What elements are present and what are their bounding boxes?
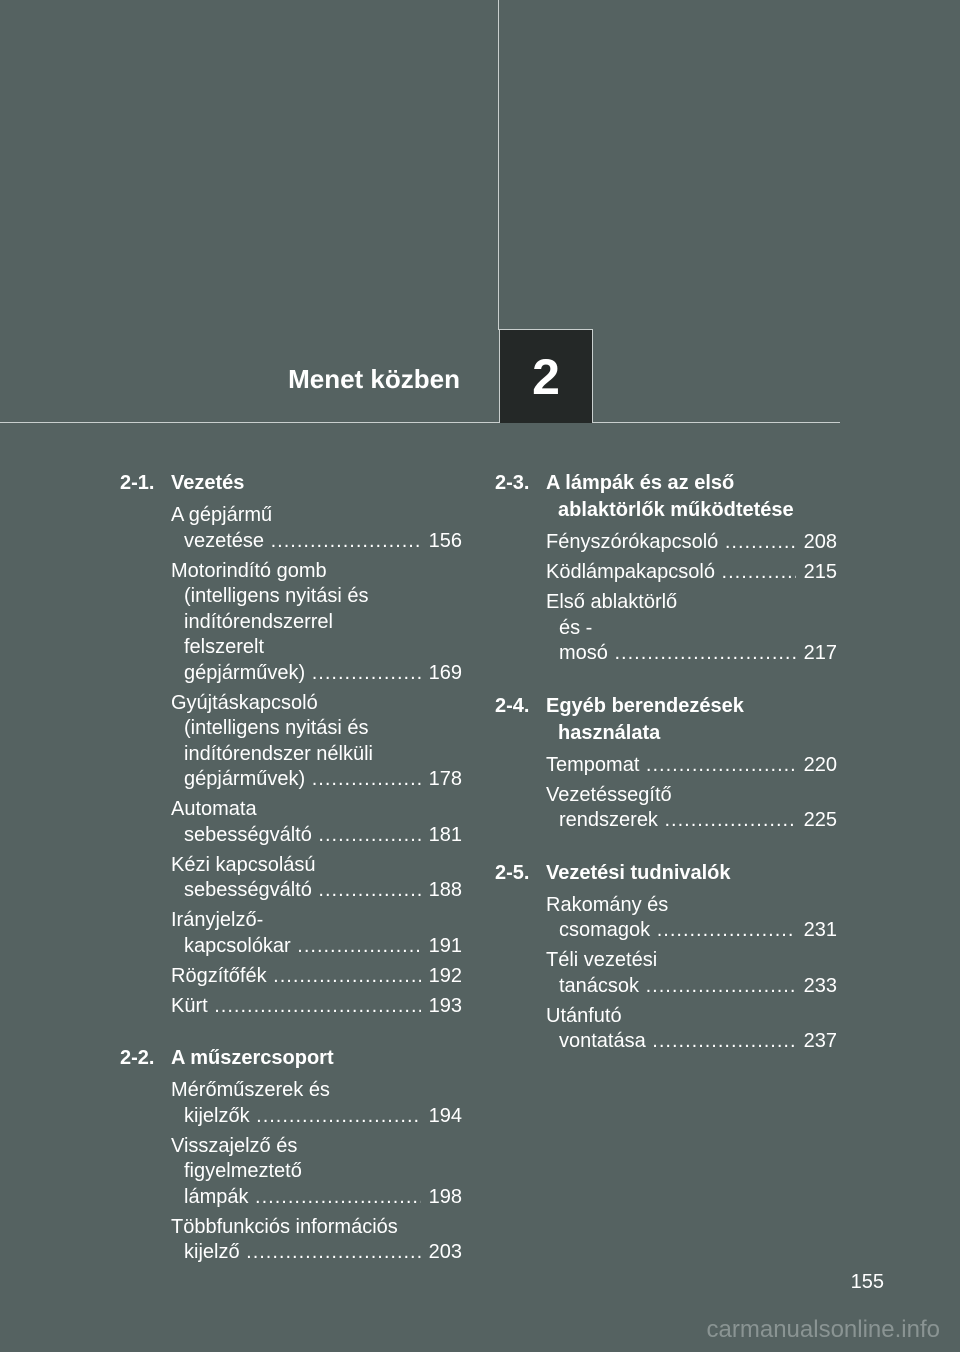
toc-entry-page: 225	[803, 809, 837, 831]
toc-entry-text: Ködlámpakapcsoló .....	[546, 560, 796, 586]
toc-entry-page: 178	[428, 768, 462, 790]
page-number: 155	[850, 1271, 884, 1293]
toc-entry[interactable]	[546, 893, 837, 944]
toc-entry[interactable]	[546, 753, 837, 779]
toc-section-2-4	[495, 693, 837, 834]
chapter-title: Menet közben	[288, 364, 460, 394]
toc-entry[interactable]	[171, 503, 462, 554]
watermark: carmanualsonline.info	[706, 1316, 940, 1343]
toc-entry-page: 156	[428, 529, 462, 552]
toc-entry[interactable]	[171, 964, 462, 990]
toc-entry-text: Rögzítőfék .....	[171, 964, 421, 990]
toc-entry-text: Kürt .....	[171, 994, 421, 1020]
toc-entry[interactable]	[546, 1004, 837, 1055]
toc-entry-text: Utánfutó vontatása .....	[546, 1004, 796, 1055]
section-title: A lámpák és az első ablaktörlők működtetése	[546, 472, 794, 521]
section-heading[interactable]	[495, 470, 837, 524]
toc-left-column	[120, 470, 462, 1292]
toc-entry-page: 181	[428, 823, 462, 846]
toc-right-column	[495, 470, 837, 1081]
toc-entry-text: Fényszórókapcsoló .....	[546, 530, 796, 556]
chapter-number-box	[499, 329, 593, 423]
toc-entry-page: 237	[803, 1030, 837, 1052]
chapter-number: 2	[532, 348, 560, 405]
toc-entry-page: 215	[803, 561, 837, 583]
section-heading[interactable]	[495, 693, 837, 747]
toc-entry-page: 233	[803, 974, 837, 997]
toc-entry[interactable]	[171, 853, 462, 904]
toc-entry[interactable]	[546, 948, 837, 999]
toc-entry[interactable]	[171, 691, 462, 793]
toc-entry-text: Mérőműszerek és kijelzők .....	[171, 1078, 421, 1129]
toc-entry-text: Rakomány és csomagok .....	[546, 893, 796, 944]
toc-entry-page: 194	[428, 1104, 462, 1127]
toc-section-2-5	[495, 860, 837, 1055]
toc-entry-page: 193	[428, 994, 462, 1017]
toc-entry-page: 220	[803, 753, 837, 776]
toc-entry[interactable]	[171, 1134, 462, 1211]
toc-entry[interactable]	[546, 783, 837, 834]
toc-entry[interactable]	[171, 559, 462, 687]
toc-entry-text: Motorindító gomb (intelligens nyitási és indítórendszerrel felszerelt gépjárművek) .....	[171, 559, 421, 687]
section-heading[interactable]	[495, 860, 837, 887]
toc-entry[interactable]	[546, 590, 837, 667]
toc-entry-text: Visszajelző és figyelmeztető lámpák .....	[171, 1134, 421, 1211]
section-heading[interactable]	[120, 1045, 462, 1072]
section-number: 2-2.	[120, 1047, 155, 1069]
toc-entry[interactable]	[546, 530, 837, 556]
toc-entry-text: Automata sebességváltó .....	[171, 797, 421, 848]
toc-entry-text: Tempomat .....	[546, 753, 796, 779]
toc-entry-text: Gyújtáskapcsoló (intelligens nyitási és indítórendszer nélküli gépjárművek) .....	[171, 691, 421, 793]
toc-section-2-2	[120, 1045, 462, 1266]
toc-entry-text: Többfunkciós információs kijelző .....	[171, 1215, 421, 1266]
section-title: Vezetés	[171, 472, 245, 494]
vertical-rule	[498, 0, 499, 330]
section-heading[interactable]	[120, 470, 462, 497]
toc-entry-text: Téli vezetési tanácsok .....	[546, 948, 796, 999]
toc-section-2-3	[495, 470, 837, 667]
section-title: Egyéb berendezések használata	[546, 694, 744, 744]
toc-entry-page: 169	[428, 661, 462, 684]
toc-entry[interactable]	[171, 797, 462, 848]
toc-entry-page: 203	[428, 1241, 462, 1263]
toc-entry-text: Kézi kapcsolású sebességváltó .....	[171, 853, 421, 904]
toc-section-2-1	[120, 470, 462, 1019]
toc-entry-page: 208	[803, 531, 837, 553]
toc-entry-page: 217	[803, 642, 837, 664]
section-number: 2-3.	[495, 472, 530, 494]
toc-entry-text: A gépjármű vezetése .....	[171, 503, 421, 554]
toc-entry-page: 188	[428, 879, 462, 901]
section-number: 2-4.	[495, 694, 530, 717]
toc-entry-page: 231	[803, 919, 837, 941]
section-number: 2-1.	[120, 472, 155, 494]
horizontal-rule	[0, 422, 840, 423]
toc-entry-page: 191	[428, 934, 462, 957]
section-title: Vezetési tudnivalók	[546, 861, 731, 884]
toc-entry-page: 198	[428, 1185, 462, 1208]
section-title: A műszercsoport	[171, 1047, 334, 1069]
toc-entry-text: Első ablaktörlő és -mosó .....	[546, 590, 796, 667]
toc-entry[interactable]	[546, 560, 837, 586]
toc-entry-page: 192	[428, 964, 462, 987]
toc-entry[interactable]	[171, 1215, 462, 1266]
toc-entry-text: Irányjelző-kapcsolókar .....	[171, 908, 421, 959]
toc-entry[interactable]	[171, 1078, 462, 1129]
toc-entry-text: Vezetéssegítő rendszerek .....	[546, 783, 796, 834]
section-number: 2-5.	[495, 861, 530, 884]
toc-entry[interactable]	[171, 994, 462, 1020]
toc-entry[interactable]	[171, 908, 462, 959]
